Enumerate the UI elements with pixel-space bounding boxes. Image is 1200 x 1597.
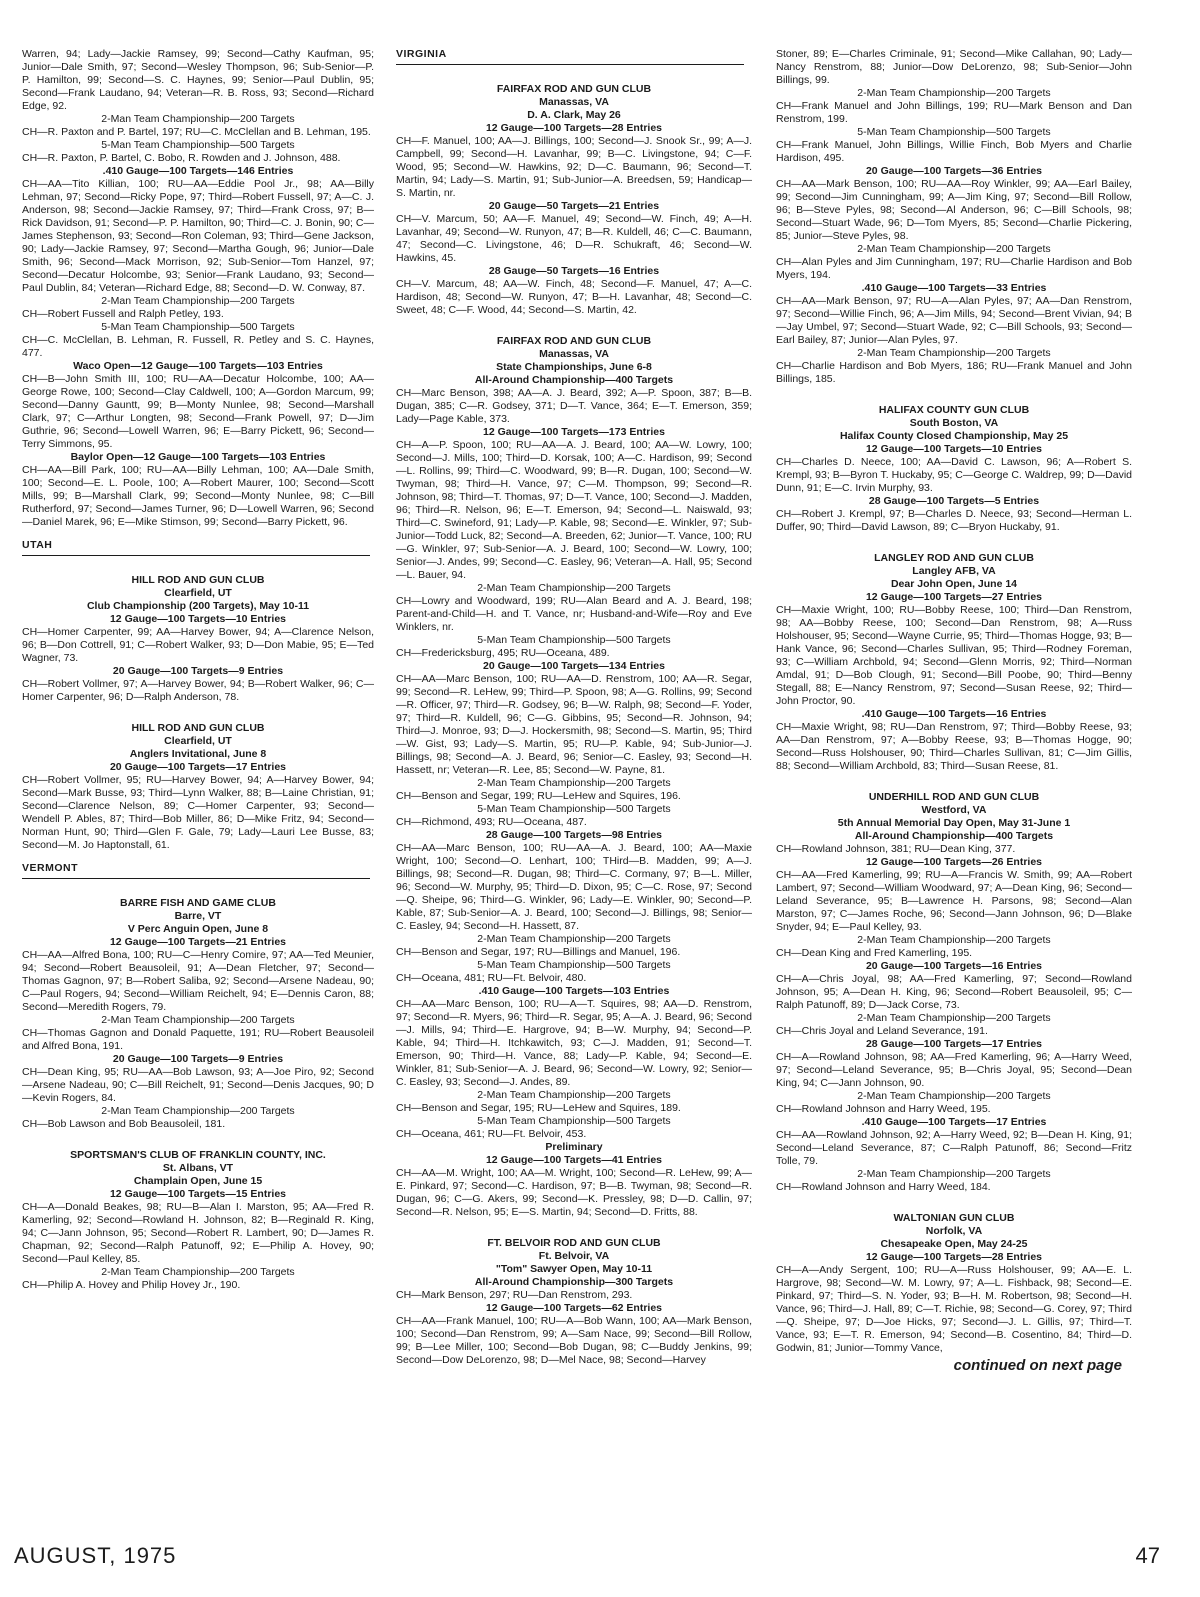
event-title: State Championships, June 6-8 [496,361,652,373]
club-header [776,1212,1132,1251]
team-event-subhead: 2-Man Team Championship—200 Targets [857,243,1051,255]
results-paragraph: CH—R. Paxton, P. Bartel, C. Bobo, R. Rowden and J. Johnson, 488. [22,152,341,164]
team-event-subhead: 5-Man Team Championship—500 Targets [477,634,671,646]
team-event-subhead: 2-Man Team Championship—200 Targets [857,1012,1051,1024]
results-column-3 [776,48,1132,1372]
team-event-subhead: 5-Man Team Championship—500 Targets [477,803,671,815]
club-location: St. Albans, VT [162,1162,234,1174]
club-header [396,335,752,387]
results-paragraph: CH—Alan Pyles and Jim Cunningham, 197; RU—Charlie Hardison and Bob Myers, 194. [776,256,1132,281]
club-location: Clearfield, UT [164,735,232,747]
gauge-heading: 20 Gauge—100 Targets—17 Entries [109,761,287,773]
results-paragraph: CH—AA—Tito Killian, 100; RU—AA—Eddie Pool Jr., 98; AA—Billy Lehman, 97; Second—Ricky Pope, 97; Third—Robert Fussell, 97; A—C. J. Anderson, 98; Second—Jackie Ramsey, 97; Third—Frank Cross, 97; B—Rick Davidson, 91; Second—P. P. Hamilton, 90; Third—C. J. Bonin, 90; C—James Stephenson, 93; Second—Ron Coleman, 93; Third—Gene Jackson, 90; Lady—Jackie Ramsey, 97; Second—Martha Gough, 96; Junior—Dale Smith, 96; Second—Mack Morrison, 92; Sub-Senior—Tom Hanzel, 97; Second—Decatur Holcombe, 93; Senior—Frank Laudano, 93; Second—Paul Dublin, 84; Veteran—Richard Edge, 88; Second—D. W. Conway, 87. [22,178,374,294]
club-name: LANGLEY ROD AND GUN CLUB [874,552,1034,564]
event-title: Champlain Open, June 15 [133,1175,263,1187]
team-event-subhead: 5-Man Team Championship—500 Targets [477,1115,671,1127]
results-paragraph: CH—R. Paxton and P. Bartel, 197; RU—C. McClellan and B. Lehman, 195. [22,126,371,138]
club-location: Clearfield, UT [164,587,232,599]
club-name: HALIFAX COUNTY GUN CLUB [878,404,1030,416]
event-title: Chesapeake Open, May 24-25 [880,1238,1028,1250]
gauge-heading: 12 Gauge—100 Targets—26 Entries [865,856,1043,868]
team-event-subhead: 2-Man Team Championship—200 Targets [857,934,1051,946]
state-heading: VERMONT [22,862,370,879]
results-paragraph: CH—Robert J. Krempl, 97; B—Charles D. Neece, 93; Second—Herman L. Duffer, 90; Third—David Lawson, 89; C—Bryon Huckaby, 91. [776,508,1132,533]
gauge-heading: .410 Gauge—100 Targets—33 Entries [861,282,1047,294]
results-paragraph: CH—Dean King and Fred Kamerling, 195. [776,947,973,959]
gauge-heading: 12 Gauge—100 Targets—27 Entries [865,591,1043,603]
page-number: 47 [1135,1543,1160,1568]
gauge-heading: 12 Gauge—100 Targets—10 Entries [109,613,287,625]
team-event-subhead: 2-Man Team Championship—200 Targets [477,933,671,945]
results-paragraph: CH—A—P. Spoon, 100; RU—AA—A. J. Beard, 100; AA—W. Lowry, 100; Second—J. Mills, 100; Third—D. Korsak, 100; A—C. Hardison, 99; Second—L. Rollins, 99; Third—C. Woodward, 99; B—R. Dugan, 100; Second—W. Twyman, 98; Third—H. Vance, 97; C—M. Thompson, 99; Second—R. Johnson, 98; Third—T. Thomas, 97; D—T. Vance, 100; Second—J. Madden, 96; Third—R. Nelson, 96; E—T. Emerson, 94; Second—L. Naiswald, 93; Third—C. Swineford, 91; Lady—P. Kable, 98; Second—E. Winkler, 97; Sub-Junior—Todd Luck, 82; Second—A. Breeden, 62; Junior—T. Vance, 100; RU—G. Winkler, 97; Sub-Senior—A. J. Beard, 100; Second—W. Lowry, 100; Senior—J. Andes, 99; Second—C. Easley, 96; Veteran—A. Hall, 95; Second—L. Bauer, 94. [396,439,752,581]
gauge-heading: 28 Gauge—100 Targets—98 Entries [485,829,663,841]
results-paragraph: CH—Fredericksburg, 495; RU—Oceana, 489. [396,647,610,659]
results-paragraph: CH—AA—Marc Benson, 100; RU—AA—A. J. Beard, 100; AA—Maxie Wright, 100; Second—O. Lenhart, 100; THird—B. Madden, 99; A—J. Billings, 98; Second—R. Dugan, 98; Third—C. Cormany, 97; B—L. Miller, 96; Second—W. Murphy, 95; Third—D. Dixon, 95; C—C. Rose, 97; Second—Q. Sheipe, 96; Third—G. Winkler, 96; Lady—E. Winkler, 90; Second—P. Kable, 87; Sub-Senior—A. J. Beard, 100; Second—J. Billings, 98; Senior—C. Easley, 94; Second—H. Hassett, 87. [396,842,752,932]
results-paragraph: CH—Robert Vollmer, 95; RU—Harvey Bower, 94; A—Harvey Bower, 94; Second—Mark Busse, 93; Third—Lynn Walker, 88; B—Laine Christian, 91; Second—Clarence Nelson, 89; C—Homer Carpenter, 93; Second—Wendell P. Ables, 87; Third—Bob Miller, 86; D—Mike Fritz, 94; Second—Norman Hunt, 90; Third—Glen F. Gale, 79; Lady—Lauri Lee Busse, 83; Second—M. Jo Haptonstall, 61. [22,774,374,851]
club-location: Langley AFB, VA [912,565,996,577]
club-name: UNDERHILL ROD AND GUN CLUB [868,791,1040,803]
club-header [776,791,1132,843]
gauge-heading: .410 Gauge—100 Targets—146 Entries [102,165,294,177]
club-name: FT. BELVOIR ROD AND GUN CLUB [487,1237,661,1249]
club-header [22,574,374,613]
team-event-subhead: 2-Man Team Championship—200 Targets [857,1090,1051,1102]
gauge-heading: 20 Gauge—100 Targets—16 Entries [865,960,1043,972]
gauge-heading: Preliminary [545,1141,603,1153]
results-paragraph: CH—Frank Manuel and John Billings, 199; RU—Mark Benson and Dan Renstrom, 199. [776,100,1132,125]
club-name: WALTONIAN GUN CLUB [893,1212,1015,1224]
results-paragraph: CH—Oceana, 461; RU—Ft. Belvoir, 453. [396,1128,587,1140]
gauge-heading: 12 Gauge—100 Targets—28 Entries [865,1251,1043,1263]
team-event-subhead: 2-Man Team Championship—200 Targets [857,347,1051,359]
club-location: South Boston, VA [909,417,999,429]
results-paragraph: CH—C. McClellan, B. Lehman, R. Fussell, R. Petley and S. C. Haynes, 477. [22,334,374,359]
results-paragraph: CH—Robert Vollmer, 97; A—Harvey Bower, 94; B—Robert Walker, 96; C—Homer Carpenter, 96; D—Ralph Anderson, 78. [22,678,374,703]
gauge-heading: 20 Gauge—50 Targets—21 Entries [488,200,660,212]
team-event-subhead: 2-Man Team Championship—200 Targets [101,113,295,125]
gauge-heading: 20 Gauge—100 Targets—9 Entries [112,1053,284,1065]
event-title: V Perc Anguin Open, June 8 [127,923,269,935]
results-paragraph: CH—AA—Bill Park, 100; RU—AA—Billy Lehman, 100; AA—Dale Smith, 100; Second—E. L. Poole, 100; A—Robert Maurer, 100; Second—Scott Mills, 99; B—Marshall Clark, 99; Second—Monty Nunlee, 98; C—Bill Rutherford, 97; Second—James Turner, 96; D—Lowell Warren, 96; Second—Daniel Marek, 96; E—Mike Stimson, 99; Second—Barry Pickett, 96. [22,464,374,528]
results-paragraph: CH—Maxie Wright, 100; RU—Bobby Reese, 100; Third—Dan Renstrom, 98; AA—Bobby Reese, 100; Second—Dan Renstrom, 98; A—Russ Holshouser, 95; Second—Wayne Currie, 95; Third—Thomas Hogge, 93; B—Hank Vance, 96; Second—Charles Sullivan, 95; Third—Rodney Foreman, 93; C—William Archbold, 94; Second—Glenn Morris, 92; Third—Norman Amdal, 91; D—Bob Clough, 91; Second—Bill Poobe, 90; Third—Benny Stegall, 88; E—Nancy Renstrom, 97; Second—Susan Reese, 92; Third—John Proctor, 90. [776,604,1133,707]
results-paragraph: CH—Benson and Segar, 195; RU—LeHew and Squires, 189. [396,1102,681,1114]
results-paragraph: CH—Philip A. Hovey and Philip Hovey Jr., 190. [22,1279,241,1291]
club-name: HILL ROD AND GUN CLUB [131,574,265,586]
team-event-subhead: 2-Man Team Championship—200 Targets [477,582,671,594]
gauge-heading: 12 Gauge—100 Targets—15 Entries [109,1188,287,1200]
gauge-heading: 12 Gauge—100 Targets—21 Entries [109,936,287,948]
team-event-subhead: 2-Man Team Championship—200 Targets [101,1014,295,1026]
gauge-heading: 28 Gauge—50 Targets—16 Entries [488,265,660,277]
club-header [776,404,1132,443]
event-title: Dear John Open, June 14 [890,578,1018,590]
team-event-subhead: 2-Man Team Championship—200 Targets [101,1266,295,1278]
results-paragraph: CH—AA—Mark Benson, 100; RU—AA—Roy Winkler, 99; AA—Earl Bailey, 99; Second—Jim Cunningham, 99; A—Jim King, 97; Second—Bill Rollow, 96; B—Steve Pyles, 98; Second—Al Anderson, 96; C—Bill Schools, 98; Second—Stuart Wade, 96; D—Tom Myers, 85; Second—Charlie Pickering, 85; Junior—Steve Pyles, 98. [776,178,1132,242]
club-name: HILL ROD AND GUN CLUB [131,722,265,734]
club-location: Ft. Belvoir, VA [538,1250,610,1262]
state-heading: VIRGINIA [396,48,744,65]
event-title: Anglers Invitational, June 8 [129,748,267,760]
results-paragraph: CH—V. Marcum, 50; AA—F. Manuel, 49; Second—W. Finch, 49; A—H. Lavanhar, 49; Second—W. Runyon, 47; B—R. Kuldell, 46; C—C. Baumann, 47; Second—C. Livingstone, 46; D—R. Schukraft, 46; Second—W. Hawkins, 45. [396,213,752,264]
results-paragraph: CH—Charles D. Neece, 100; AA—David C. Lawson, 96; A—Robert S. Krempl, 93; B—Byron T. Huckaby, 95; C—George C. Waldrep, 99; D—David Dunn, 91; E—C. Irvin Murphy, 93. [776,456,1132,494]
results-paragraph: CH—AA—Fred Kamerling, 99; RU—A—Francis W. Smith, 99; AA—Robert Lambert, 97; Second—William Woodward, 97; A—Dean King, 96; Second—Leland Severance, 95; B—Lawrence H. Parsons, 98; Second—Alan Marston, 97; C—James Roche, 96; Second—Jann Johnson, 96; D—Blake Snyder, 94; E—Paul Kelley, 93. [776,869,1132,933]
results-paragraph: CH—A—Andy Sergent, 100; RU—A—Russ Holshouser, 99; AA—E. L. Hargrove, 98; Second—W. M. Lowry, 97; A—L. Fishback, 98; Second—E. Pinkard, 97; Third—S. N. Yoder, 93; B—H. M. Robertson, 98; Second—H. Vance, 96; Third—J. Hall, 89; C—T. Richie, 98; Second—G. Corey, 97; Third—Q. Sheipe, 97; D—Joe Hicks, 97; Second—J. L. Gillis, 97; Third—T. Vance, 93; E—T. R. Emerson, 94; Second—B. Cosentino, 84; Third—D. Godwin, 81; Junior—Tommy Vance, [776,1264,1132,1354]
results-paragraph: CH—AA—Marc Benson, 100; RU—A—T. Squires, 98; AA—D. Renstrom, 97; Second—R. Myers, 96; Third—R. Segar, 95; A—A. J. Beard, 96; Second—J. Mills, 94; Third—E. Hargrove, 94; B—W. Murphy, 94; Second—P. Kable, 94; Third—H. Itchkawitch, 93; C—J. Madden, 91; Second—T. Emerson, 90; Third—H. Vance, 88; Lady—P. Kable, 94; Second—E. Winkler, 81; Sub-Senior—A. J. Beard, 96; Second—W. Lowry, 92; Senior—C. Easley, 93; Second—J. Andes, 89. [396,998,752,1088]
club-header [396,1237,752,1289]
results-paragraph: CH—A—Chris Joyal, 98; AA—Fred Kamerling, 97; Second—Rowland Johnson, 95; A—Dean H. King, 96; Second—Robert Beausoleil, 95; C—Ralph Patunoff, 89; D—Jack Corse, 73. [776,973,1132,1011]
club-header [776,552,1132,591]
results-paragraph: CH—Dean King, 95; RU—AA—Bob Lawson, 93; A—Joe Piro, 92; Second—Arsene Nadeau, 90; C—Bill Reichelt, 91; Second—Denis Jacques, 90; D—Kevin Rogers, 84. [22,1066,374,1104]
gauge-heading: .410 Gauge—100 Targets—103 Entries [478,985,670,997]
club-location: Manassas, VA [539,348,609,360]
event-title: All-Around Championship—300 Targets [474,1276,674,1288]
club-location: Norfolk, VA [925,1225,983,1237]
club-location: Manassas, VA [539,96,609,108]
event-title: All-Around Championship—400 Targets [854,830,1054,842]
event-title: Club Championship (200 Targets), May 10-11 [86,600,310,612]
results-paragraph: CH—AA—Rowland Johnson, 92; A—Harry Weed, 92; B—Dean H. King, 91; Second—Leland Severance, 87; C—Ralph Patunoff, 86; Second—Fritz Tolle, 79. [776,1129,1132,1167]
results-paragraph: CH—A—Donald Beakes, 98; RU—B—Alan I. Marston, 95; AA—Fred R. Kamerling, 92; Second—Rowland H. Johnson, 82; B—Reginald R. King, 94; C—Jann Johnson, 95; Second—Robert R. Lambert, 90; D—James R. Chapman, 92; Second—Ralph Patunoff, 92; E—Philip A. Hovey, 90; Second—Paul Kelley, 85. [22,1201,374,1265]
gauge-heading: .410 Gauge—100 Targets—16 Entries [861,708,1047,720]
gauge-heading: 12 Gauge—100 Targets—41 Entries [485,1154,663,1166]
results-paragraph: CH—Benson and Segar, 197; RU—Billings and Manuel, 196. [396,946,681,958]
gauge-heading: Baylor Open—12 Gauge—100 Targets—103 Entries [70,451,326,463]
team-event-subhead: 2-Man Team Championship—200 Targets [857,87,1051,99]
results-paragraph: CH—Mark Benson, 297; RU—Dan Renstrom, 293. [396,1289,633,1301]
team-event-subhead: 2-Man Team Championship—200 Targets [477,1089,671,1101]
results-paragraph: CH—Benson and Segar, 199; RU—LeHew and Squires, 196. [396,790,681,802]
team-event-subhead: 2-Man Team Championship—200 Targets [101,1105,295,1117]
event-title: Halifax County Closed Championship, May 25 [839,430,1069,442]
results-paragraph: CH—Marc Benson, 398; AA—A. J. Beard, 392; A—P. Spoon, 387; B—B. Dugan, 385; C—R. Godsey, 371; D—T. Vance, 364; E—T. Emerson, 359; Lady—Page Kable, 373. [396,387,752,425]
issue-date: AUGUST, 1975 [14,1543,177,1568]
results-paragraph: Stoner, 89; E—Charles Criminale, 91; Second—Mike Callahan, 90; Lady—Nancy Renstrom, 88; Junior—Dow DeLorenzo, 98; Sub-Senior—John Billings, 99. [776,48,1132,86]
club-name: FAIRFAX ROD AND GUN CLUB [496,83,652,95]
gauge-heading: 12 Gauge—100 Targets—28 Entries [485,122,663,134]
event-title: All-Around Championship—400 Targets [474,374,674,386]
state-heading: UTAH [22,539,370,556]
gauge-heading: 20 Gauge—100 Targets—134 Entries [483,660,665,672]
results-column-2 [396,48,752,1367]
results-paragraph: CH—B—John Smith III, 100; RU—AA—Decatur Holcombe, 100; AA—George Rowe, 100; Second—Clay Caldwell, 100; A—Gordon Marcum, 99; Second—Danny Gauntt, 99; B—Monty Nunlee, 98; Second—Marshall Clark, 97; C—Arthur Longten, 98; Second—Frank Powell, 97; D—Jim Guthrie, 96; Second—Lowell Warren, 96; E—Barry Pickett, 96; Second—Terry Simmons, 95. [22,373,374,450]
team-event-subhead: 5-Man Team Championship—500 Targets [477,959,671,971]
team-event-subhead: 2-Man Team Championship—200 Targets [101,295,295,307]
continued-note: continued on next page [953,1357,1122,1374]
results-paragraph: CH—AA—Frank Manuel, 100; RU—A—Bob Wann, 100; AA—Mark Benson, 100; Second—Dan Renstrom, 99; A—Sam Nace, 99; Second—Bill Rollow, 99; B—Lee Miller, 100; Second—Bob Dugan, 98; C—Buddy Jenkins, 99; Second—Dow DeLorenzo, 98; D—Mel Nace, 98; Second—Harvey [396,1315,752,1366]
club-header [22,1149,374,1188]
event-title: D. A. Clark, May 26 [527,109,621,121]
results-paragraph: CH—Rowland Johnson, 381; RU—Dean King, 377. [776,843,1016,855]
gauge-heading: 20 Gauge—100 Targets—36 Entries [865,165,1043,177]
team-event-subhead: 5-Man Team Championship—500 Targets [101,321,295,333]
gauge-heading: Waco Open—12 Gauge—100 Targets—103 Entries [73,360,323,372]
club-header [22,722,374,761]
results-paragraph: CH—Robert Fussell and Ralph Petley, 193. [22,308,224,320]
gauge-heading: 28 Gauge—100 Targets—5 Entries [868,495,1040,507]
results-paragraph: CH—AA—Marc Benson, 100; RU—AA—D. Renstrom, 100; AA—R. Segar, 99; Second—R. LeHew, 99; Third—P. Spoon, 98; A—G. Rollins, 99; Second—R. Officer, 97; Third—R. Godsey, 96; B—W. Ralph, 98; Second—F. Yoder, 97; Third—R. Kuldell, 96; C—G. Gibbins, 95; Second—R. Johnson, 94; Third—J. Monroe, 93; D—J. Hockersmith, 98; Second—S. Martin, 95; Third—W. Gist, 93; Lady—S. Martin, 95; RU—P. Kable, 94; Sub-Junior—J. Billings, 98; Second—A. J. Beard, 96; Senior—C. Easley, 93; Second—H. Hassett, nr; Veteran—R. Lee, 85; Second—W. Payne, 81. [396,673,752,776]
results-paragraph: CH—Charlie Hardison and Bob Myers, 186; RU—Frank Manuel and John Billings, 185. [776,360,1132,385]
results-paragraph: CH—AA—Alfred Bona, 100; RU—C—Henry Comire, 97; AA—Ted Meunier, 94; Second—Robert Beausoleil, 91; A—Dean Fletcher, 97; Second—Thomas Gagnon, 97; B—Robert Saliba, 92; Second—Arsene Nadeau, 90; C—Paul Rogers, 94; Second—William Reichelt, 94; E—Dennis Caron, 88; Second—Meredith Rogers, 79. [22,949,374,1013]
gauge-heading: 28 Gauge—100 Targets—17 Entries [865,1038,1043,1050]
event-title: 5th Annual Memorial Day Open, May 31-June 1 [837,817,1071,829]
club-name: SPORTSMAN'S CLUB OF FRANKLIN COUNTY, INC. [70,1149,326,1161]
gauge-heading: 12 Gauge—100 Targets—62 Entries [485,1302,663,1314]
team-event-subhead: 2-Man Team Championship—200 Targets [477,777,671,789]
results-paragraph: Warren, 94; Lady—Jackie Ramsey, 99; Second—Cathy Kaufman, 95; Junior—Dale Smith, 97; Second—Wesley Thompson, 96; Sub-Senior—P. P. Hamilton, 99; Second—S. C. Haynes, 99; Senior—Paul Dublin, 95; Second—Frank Laudano, 94; Veteran—R. B. Ross, 93; Second—Richard Edge, 92. [22,48,374,112]
club-name: FAIRFAX ROD AND GUN CLUB [496,335,652,347]
results-paragraph: CH—Maxie Wright, 98; RU—Dan Renstrom, 97; Third—Bobby Reese, 93; AA—Dan Renstrom, 97; A—Bobby Reese, 93; B—Thomas Hogge, 90; Second—Russ Holshouser, 90; Third—Charles Sullivan, 81; C—Jim Gillis, 88; Second—William Archbold, 83; Third—Susan Reese, 81. [776,721,1132,772]
results-paragraph: CH—A—Rowland Johnson, 98; AA—Fred Kamerling, 96; A—Harry Weed, 97; Second—Leland Severance, 95; B—Chris Joyal, 95; Second—Dean King, 94; C—Jann Johnson, 90. [776,1051,1132,1089]
team-event-subhead: 5-Man Team Championship—500 Targets [857,126,1051,138]
club-location: Westford, VA [921,804,987,816]
results-paragraph: CH—Chris Joyal and Leland Severance, 191. [776,1025,988,1037]
gauge-heading: 12 Gauge—100 Targets—10 Entries [865,443,1043,455]
team-event-subhead: 5-Man Team Championship—500 Targets [101,139,295,151]
results-paragraph: CH—Homer Carpenter, 99; AA—Harvey Bower, 94; A—Clarence Nelson, 96; B—Don Cottrell, 91; C—Robert Walker, 93; D—Don Mabie, 95; E—Ted Wagner, 73. [22,626,374,664]
results-column-1 [22,48,374,1292]
results-paragraph: CH—V. Marcum, 48; AA—W. Finch, 48; Second—F. Manuel, 47; A—C. Hardison, 48; Second—W. Runyon, 47; B—H. Lavanhar, 48; Second—C. Sweet, 48; C—F. Wood, 44; Second—S. Martin, 42. [396,278,752,316]
results-paragraph: CH—Bob Lawson and Bob Beausoleil, 181. [22,1118,226,1130]
gauge-heading: 20 Gauge—100 Targets—9 Entries [112,665,284,677]
event-title: "Tom" Sawyer Open, May 10-11 [495,1263,653,1275]
club-location: Barre, VT [174,910,222,922]
results-paragraph: CH—Frank Manuel, John Billings, Willie Finch, Bob Myers and Charlie Hardison, 495. [776,139,1132,164]
team-event-subhead: 2-Man Team Championship—200 Targets [857,1168,1051,1180]
club-name: BARRE FISH AND GAME CLUB [120,897,276,909]
club-header [396,83,752,122]
results-paragraph: CH—F. Manuel, 100; AA—J. Billings, 100; Second—J. Snook Sr., 99; A—J. Campbell, 99; Second—H. Lavanhar, 99; B—C. Livingstone, 94; C—F. Wood, 95; Second—W. Hawkins, 92; D—C. Baumann, 96; Second—T. Martin, 94; Lady—S. Martin, 91; Sub-Junior—A. Breedsen, 59; Handicap—S. Martin, nr. [396,135,752,199]
gauge-heading: .410 Gauge—100 Targets—17 Entries [861,1116,1047,1128]
results-paragraph: CH—Lowry and Woodward, 199; RU—Alan Beard and A. J. Beard, 198; Parent-and-Child—H. and T. Vance, nr; Husband-and-Wife—Roy and Eve Winklers, nr. [396,595,752,633]
results-paragraph: CH—Thomas Gagnon and Donald Paquette, 191; RU—Robert Beausoleil and Alfred Bona, 191. [22,1027,374,1052]
results-paragraph: CH—Oceana, 481; RU—Ft. Belvoir, 480. [396,972,587,984]
club-header [22,897,374,936]
results-paragraph: CH—AA—Mark Benson, 97; RU—A—Alan Pyles, 97; AA—Dan Renstrom, 97; Second—Willie Finch, 96; A—Jim Mills, 94; Second—Brent Vivian, 94; B—Jay Umbel, 97; Second—Stuart Wade, 92; C—Bill Schools, 93; Second—Earl Bailey, 87; Junior—Alan Pyles, 97. [776,295,1132,346]
results-paragraph: CH—AA—M. Wright, 100; AA—M. Wright, 100; Second—R. LeHew, 99; A—E. Pinkard, 97; Second—C. Hardison, 97; B—B. Twyman, 98; Second—R. Dugan, 96; C—G. Akers, 99; Second—K. Pressley, 98; D—D. Callin, 97; Second—R. Nelson, 95; E—S. Martin, 94; Second—D. Fritts, 88. [396,1167,752,1218]
results-paragraph: CH—Rowland Johnson and Harry Weed, 184. [776,1181,991,1193]
results-paragraph: CH—Rowland Johnson and Harry Weed, 195. [776,1103,991,1115]
gauge-heading: 12 Gauge—100 Targets—173 Entries [483,426,665,438]
results-paragraph: CH—Richmond, 493; RU—Oceana, 487. [396,816,587,828]
